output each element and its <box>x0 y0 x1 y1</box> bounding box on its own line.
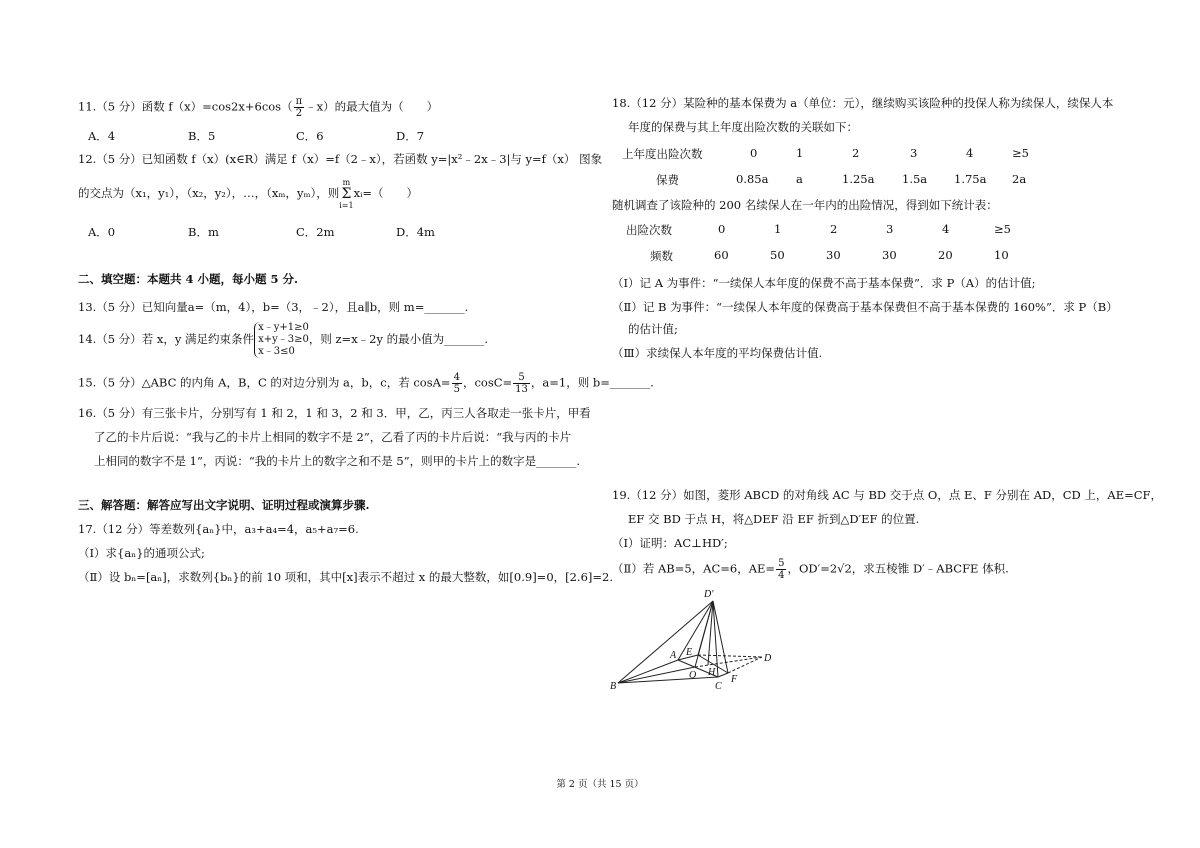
q11-option-b: B．5 <box>188 129 216 143</box>
question-12-line1: 12.（5 分）已知函数 f（x）(x∈R）满足 f（x）=f（2﹣x），若函数 y=|x²﹣2x﹣3|与 y=f（x） 图象 <box>78 152 603 166</box>
q11-option-a: A．4 <box>88 129 116 143</box>
section-3-heading: 三、解答题：解答应写出文字说明、证明过程或演算步骤. <box>78 498 370 512</box>
q11-option-d: D．7 <box>396 129 425 143</box>
question-18-intro-1: 18.（12 分）某险种的基本保费为 a（单位：元），继续购买该险种的投保人称为续保人，续保人本 <box>612 96 1114 110</box>
q18-part2: （Ⅱ）记 B 为事件：“一续保人本年度的保费高于基本保费但不高于基本保费的 160%”．求 P（B） <box>612 300 1118 314</box>
label-a: A <box>670 650 677 661</box>
question-17-part2: （Ⅱ）设 bₙ=[aₙ]，求数列{bₙ}的前 10 项和，其中[x]表示不超过 x 的最大整数，如[0.9]=0，[2.6]=2. <box>78 570 613 584</box>
label-b: B <box>610 681 617 692</box>
question-18-intro-2: 年度的保费与其上年度出险次数的关联如下： <box>628 120 858 134</box>
label-e: E <box>686 647 693 658</box>
q12-option-a: A．0 <box>88 225 116 239</box>
section-2-heading: 二、填空题：本题共 4 小题，每小题 5 分. <box>78 272 299 286</box>
constraint-system: x﹣y+1≥0 x+y﹣3≥0 x﹣3≤0 <box>254 322 309 358</box>
question-19-part1: （Ⅰ）证明：AC⊥HD′; <box>612 536 728 550</box>
question-16-line2: 了乙的卡片后说：“我与乙的卡片上相同的数字不是 2”，乙看了丙的卡片后说：“我与丙的卡片 <box>94 430 572 444</box>
premium-table: 上年度出险次数 0 1 2 3 4 ≥5 保费 0.85a a 1.25a 1.5a 1.75a 2a <box>622 146 1029 187</box>
survey-line: 随机调查了该险种的 200 名续保人在一年内的出险情况，得到如下统计表： <box>612 198 998 212</box>
question-19-part2: （Ⅱ）若 AB=5，AC=6，AE= $\frac{5}{4}$ ，OD′=2√2，求五棱锥 D′﹣ABCFE 体积. <box>612 558 1009 581</box>
question-16-line3: 上相同的数字不是 1”，丙说：“我的卡片上的数字之和不是 5”，则甲的卡片上的数字是_______. <box>94 454 580 468</box>
q18-part2-cont: 的估计值; <box>628 322 678 336</box>
edge-c-f <box>718 673 728 677</box>
question-19-line2: EF 交 BD 于点 H，将△DEF 沿 EF 折到△D′EF 的位置. <box>628 512 920 526</box>
label-dprime: D′ <box>704 589 714 600</box>
question-17-part1: （Ⅰ）求{aₙ}的通项公式; <box>78 546 205 560</box>
fraction-4-5: $\frac{4}{5}$ <box>453 372 460 395</box>
summation: m Σ i=1 <box>339 178 354 210</box>
label-d: D <box>764 653 772 664</box>
fraction-pi-over-2: $\frac{\pi}{2}$ <box>295 96 303 119</box>
q12-option-b: B．m <box>188 225 219 239</box>
question-16-line1: 16.（5 分）有三张卡片，分别写有 1 和 2，1 和 3，2 和 3．甲，乙，丙三人各取走一张卡片，甲看 <box>78 406 591 420</box>
label-c: C <box>715 681 722 692</box>
pyramid-figure <box>600 585 800 695</box>
page-footer: 第 2 页（共 15 页） <box>556 779 644 790</box>
edge-e-d-dashed <box>698 655 762 657</box>
question-17-stem: 17.（12 分）等差数列{aₙ}中，a₃+a₄=4，a₅+a₇=6. <box>78 522 359 536</box>
label-f: F <box>731 674 738 685</box>
q18-part1: （Ⅰ）记 A 为事件：“一续保人本年度的保费不高于基本保费”．求 P（A）的估计值; <box>612 276 1036 290</box>
question-15: 15.（5 分）△ABC 的内角 A，B，C 的对边分别为 a，b，c，若 cosA= $\frac{4}{5}$ ，cosC= $\frac{5}{13}$ ，a=1，则 b=_______. <box>78 372 654 395</box>
q11-option-c: C．6 <box>296 129 324 143</box>
label-o: O <box>689 670 697 681</box>
label-h: H <box>708 667 716 678</box>
edge-dp-b <box>618 601 713 683</box>
fraction-5-13: $\frac{5}{13}$ <box>515 372 528 395</box>
q12-option-d: D．4m <box>396 225 435 239</box>
q18-part3: （Ⅲ）求续保人本年度的平均保费估计值. <box>612 346 823 360</box>
q12-option-c: C．2m <box>296 225 335 239</box>
fraction-5-4: $\frac{5}{4}$ <box>778 558 785 581</box>
question-19-line1: 19.（12 分）如图，菱形 ABCD 的对角线 AC 与 BD 交于点 O，点 E、F 分别在 AD，CD 上，AE=CF， <box>612 488 1163 502</box>
question-11-stem: 11.（5 分）函数 f（x）=cos2x+6cos（ $\frac{\pi}{2}$ ﹣x）的最大值为（ ） <box>78 96 439 119</box>
frequency-table: 出险次数 0 1 2 3 4 ≥5 频数 60 50 30 30 20 10 <box>626 222 1011 263</box>
right-column <box>612 0 1163 848</box>
question-12-line2: 的交点为（x₁，y₁），（x₂，y₂），…，（xₘ，yₘ），则m Σ i=1xᵢ=（ ） <box>78 178 419 210</box>
question-13: 13.（5 分）已知向量a=（m，4），b=（3，﹣2），且a∥b，则 m=_______. <box>78 300 469 314</box>
question-14: 14.（5 分）若 x，y 满足约束条件 x﹣y+1≥0 x+y﹣3≥0 x﹣3≤0 ，则 z=x﹣2y 的最小值为_______. <box>78 322 489 357</box>
edge-dp-a <box>678 601 713 660</box>
